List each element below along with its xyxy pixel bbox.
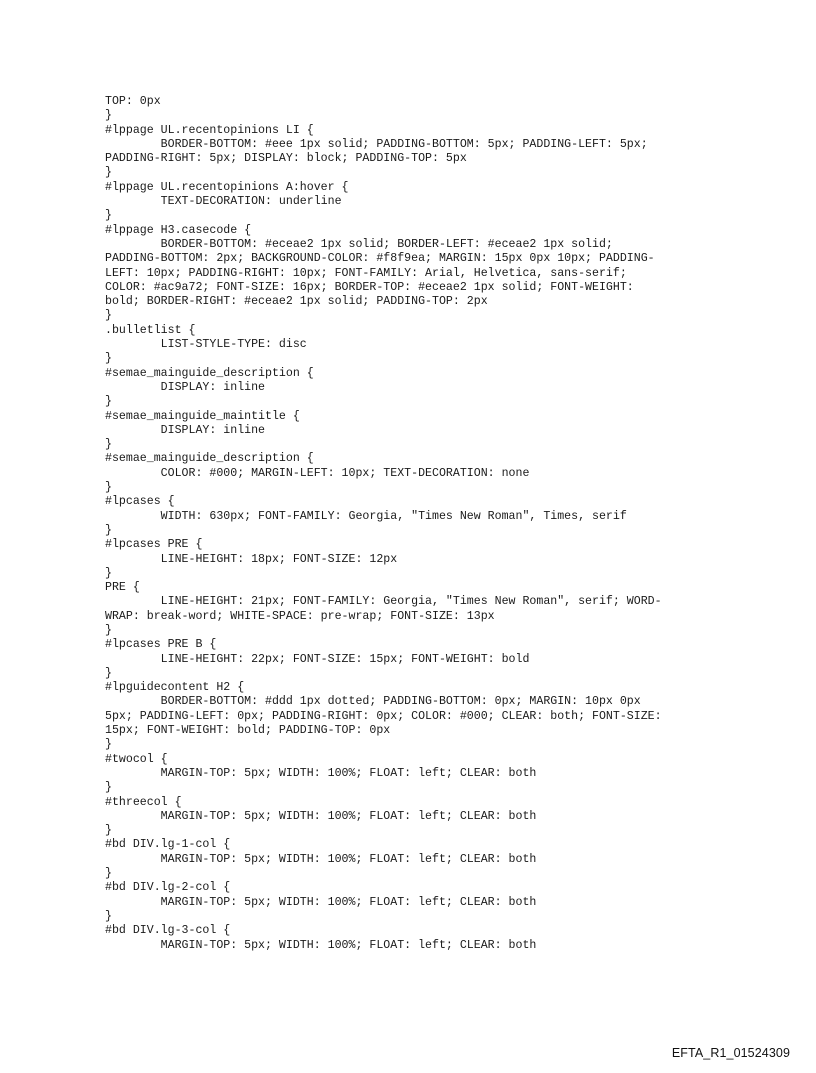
- code-line: BORDER-BOTTOM: #ddd 1px dotted; PADDING-BOTTOM: 0px; MARGIN: 10px 0px: [105, 695, 641, 709]
- code-line: }: [105, 309, 112, 323]
- code-line: PRE {: [105, 581, 140, 595]
- code-line: BORDER-BOTTOM: #eceae2 1px solid; BORDER-LEFT: #eceae2 1px solid;: [105, 237, 613, 251]
- code-line: #bd DIV.lg-1-col {: [105, 838, 231, 852]
- code-line: }: [105, 824, 112, 838]
- code-line: bold; BORDER-RIGHT: #eceae2 1px solid; PADDING-TOP: 2px: [105, 295, 488, 309]
- code-listing: [105, 95, 805, 953]
- code-line: #twocol {: [105, 752, 168, 766]
- code-line: 15px; FONT-WEIGHT: bold; PADDING-TOP: 0px: [105, 724, 391, 738]
- code-line: LINE-HEIGHT: 22px; FONT-SIZE: 15px; FONT-WEIGHT: bold: [105, 652, 530, 666]
- code-line: BORDER-BOTTOM: #eee 1px solid; PADDING-BOTTOM: 5px; PADDING-LEFT: 5px;: [105, 137, 648, 151]
- code-line: COLOR: #ac9a72; FONT-SIZE: 16px; BORDER-TOP: #eceae2 1px solid; FONT-WEIGHT:: [105, 280, 634, 294]
- code-line: MARGIN-TOP: 5px; WIDTH: 100%; FLOAT: left; CLEAR: both: [105, 766, 537, 780]
- code-line: }: [105, 481, 112, 495]
- code-line: #semae_mainguide_description {: [105, 366, 314, 380]
- code-line: }: [105, 166, 112, 180]
- code-line: #lpcases {: [105, 495, 175, 509]
- code-line: MARGIN-TOP: 5px; WIDTH: 100%; FLOAT: left; CLEAR: both: [105, 852, 537, 866]
- code-line: LINE-HEIGHT: 21px; FONT-FAMILY: Georgia, "Times New Roman", serif; WORD-: [105, 595, 662, 609]
- code-line: LEFT: 10px; PADDING-RIGHT: 10px; FONT-FAMILY: Arial, Helvetica, sans-serif;: [105, 266, 627, 280]
- code-line: LINE-HEIGHT: 18px; FONT-SIZE: 12px: [105, 552, 398, 566]
- code-line: #lppage UL.recentopinions LI {: [105, 123, 314, 137]
- code-line: MARGIN-TOP: 5px; WIDTH: 100%; FLOAT: left; CLEAR: both: [105, 809, 537, 823]
- code-line: PADDING-RIGHT: 5px; DISPLAY: block; PADDING-TOP: 5px: [105, 152, 467, 166]
- code-line: PADDING-BOTTOM: 2px; BACKGROUND-COLOR: #f8f9ea; MARGIN: 15px 0px 10px; PADDING-: [105, 252, 655, 266]
- code-line: }: [105, 781, 112, 795]
- code-line: LIST-STYLE-TYPE: disc: [105, 338, 307, 352]
- code-line: WIDTH: 630px; FONT-FAMILY: Georgia, "Times New Roman", Times, serif: [105, 509, 627, 523]
- code-line: }: [105, 438, 112, 452]
- code-line: }: [105, 209, 112, 223]
- code-line: }: [105, 109, 112, 123]
- code-line: }: [105, 666, 112, 680]
- code-line: COLOR: #000; MARGIN-LEFT: 10px; TEXT-DECORATION: none: [105, 466, 530, 480]
- code-line: DISPLAY: inline: [105, 423, 266, 437]
- document-id-stamp: EFTA_R1_01524309: [671, 1046, 790, 1060]
- code-line: .bulletlist {: [105, 323, 196, 337]
- code-line: #lpguidecontent H2 {: [105, 681, 245, 695]
- code-line: }: [105, 909, 112, 923]
- code-line: #lpcases PRE B {: [105, 638, 217, 652]
- code-line: }: [105, 395, 112, 409]
- code-line: MARGIN-TOP: 5px; WIDTH: 100%; FLOAT: left; CLEAR: both: [105, 895, 537, 909]
- code-line: }: [105, 623, 112, 637]
- code-line: }: [105, 523, 112, 537]
- code-line: }: [105, 352, 112, 366]
- code-line: #semae_mainguide_maintitle {: [105, 409, 300, 423]
- code-line: #bd DIV.lg-2-col {: [105, 881, 231, 895]
- code-line: #lppage UL.recentopinions A:hover {: [105, 180, 349, 194]
- code-line: WRAP: break-word; WHITE-SPACE: pre-wrap; FONT-SIZE: 13px: [105, 609, 495, 623]
- code-line: }: [105, 566, 112, 580]
- code-line: DISPLAY: inline: [105, 380, 266, 394]
- code-line: }: [105, 738, 112, 752]
- code-line: #lpcases PRE {: [105, 538, 203, 552]
- code-line: MARGIN-TOP: 5px; WIDTH: 100%; FLOAT: left; CLEAR: both: [105, 938, 537, 952]
- code-line: #semae_mainguide_description {: [105, 452, 314, 466]
- code-line: TOP: 0px: [105, 95, 161, 108]
- code-line: #lppage H3.casecode {: [105, 223, 252, 237]
- code-line: }: [105, 867, 112, 881]
- code-line: #threecol {: [105, 795, 182, 809]
- code-line: 5px; PADDING-LEFT: 0px; PADDING-RIGHT: 0px; COLOR: #000; CLEAR: both; FONT-SIZE:: [105, 709, 662, 723]
- code-line: TEXT-DECORATION: underline: [105, 195, 342, 209]
- code-line: #bd DIV.lg-3-col {: [105, 924, 231, 938]
